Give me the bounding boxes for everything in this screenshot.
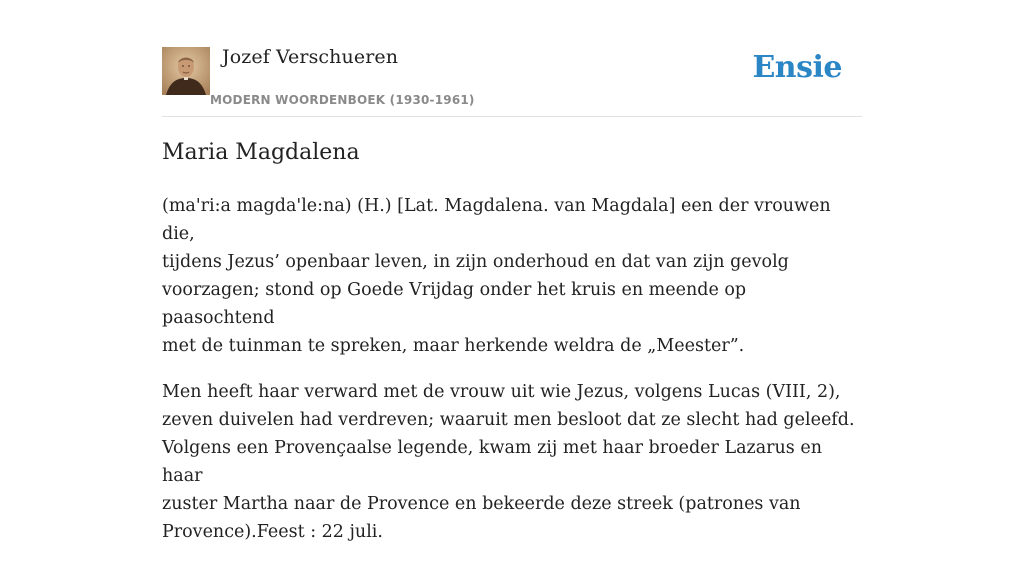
text-line: zeven duivelen had verdreven; waaruit men besloot dat ze slecht had geleefd.: [162, 410, 855, 430]
text-line: voorzagen; stond op Goede Vrijdag onder het kruis en meende op paasochtend: [162, 280, 747, 328]
entry-body: [162, 192, 862, 564]
author-name[interactable]: Jozef Verschueren: [222, 46, 399, 68]
entry-header: [162, 44, 862, 117]
text-line: met de tuinman te spreken, maar herkende weldra de „Meester”.: [162, 336, 745, 356]
text-line: (ma'ri:a magda'le:na) (H.) [Lat. Magdalena. van Magdala] een der vrouwen die,: [162, 196, 831, 244]
author-portrait-icon: [162, 47, 210, 95]
source-label[interactable]: MODERN WOORDENBOEK (1930-1961): [210, 93, 475, 107]
text-line: Men heeft haar verward met de vrouw uit wie Jezus, volgens Lucas (VIII, 2),: [162, 382, 841, 402]
entry-paragraph: [162, 378, 862, 546]
entry-title: Maria Magdalena: [162, 140, 360, 165]
text-line: zuster Martha naar de Provence en bekeerde deze streek (patrones van: [162, 494, 801, 514]
text-line: tijdens Jezus’ openbaar leven, in zijn onderhoud en dat van zijn gevolg: [162, 252, 789, 272]
text-line: Provence).Feest : 22 juli.: [162, 522, 383, 542]
entry-paragraph: [162, 192, 862, 360]
ensie-logo-link[interactable]: Ensie: [752, 50, 842, 85]
text-line: Volgens een Provençaalse legende, kwam zij met haar broeder Lazarus en haar: [162, 438, 822, 486]
author-avatar[interactable]: [162, 47, 210, 95]
